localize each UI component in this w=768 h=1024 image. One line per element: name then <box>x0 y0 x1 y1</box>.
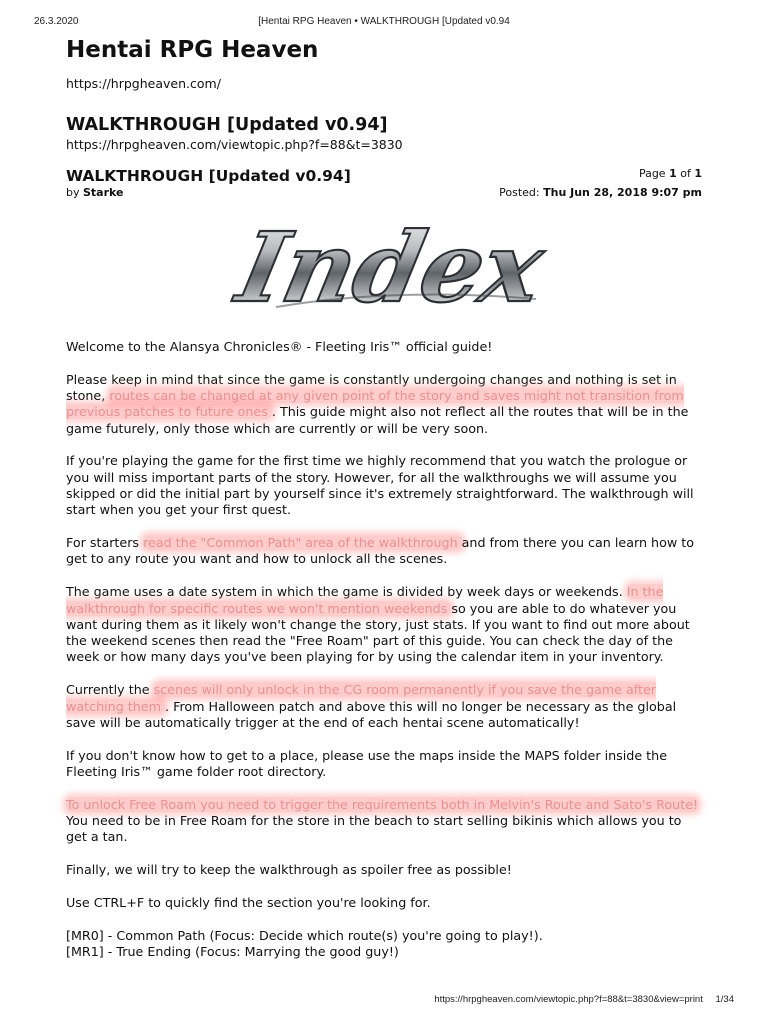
list-item: [MR0] - Common Path (Focus: Decide which route(s) you're going to play!). <box>66 927 543 943</box>
topic-title: WALKTHROUGH [Updated v0.94] <box>66 115 388 135</box>
print-title: [Hentai RPG Heaven • WALKTHROUGH [Updated v0.94 <box>258 16 510 27</box>
paragraph-cg-room <box>66 682 706 731</box>
paragraph-ctrl-f: Use CTRL+F to quickly find the section you're looking for. <box>66 894 431 910</box>
highlighted-text: To unlock Free Roam you need to trigger the requirements both in Melvin's Route and Sato's Route! <box>66 796 699 812</box>
topic-url[interactable]: https://hrpgheaven.com/viewtopic.php?f=88&t=3830 <box>66 137 403 152</box>
page-info <box>639 167 702 180</box>
text-segment: and from there you can learn how to get to any route you want and how to unlock all the scenes. <box>66 535 694 567</box>
page-prefix: Page <box>638 167 666 180</box>
list-item: [MR1] - True Ending (Focus: Marrying the good guy!) <box>66 944 399 960</box>
posted-date: Thu Jun 28, 2018 9:07 pm <box>543 186 702 199</box>
page-current: 1 <box>669 167 677 180</box>
paragraph-maps: If you don't know how to get to a place, please use the maps inside the MAPS folder inside the Fleeting Iris™ game folder root directory. <box>66 747 668 779</box>
index-logo <box>66 215 706 333</box>
by-prefix: by <box>66 186 80 199</box>
post-body <box>66 339 706 960</box>
text-segment: Please keep in mind that since the game is constantly undergoing changes and nothing is set in stone, <box>66 371 677 404</box>
post-title: WALKTHROUGH [Updated v0.94] <box>66 167 351 185</box>
site-title: Hentai RPG Heaven <box>66 37 319 63</box>
paragraph-free-roam <box>66 797 706 846</box>
paragraph-first-time: If you're playing the game for the first time we highly recommend that you watch the prologue or you will miss important parts of the story. However, for all the walkthroughs we will assume you skipped or did the initial part by yourself since it's extremely straightforward. The walkthrough will start when you get your first quest. <box>66 453 694 518</box>
print-page-number: 1/34 <box>715 994 734 1005</box>
post-header <box>66 167 706 201</box>
text-segment: You need to be in Free Roam for the store in the beach to start selling bikinis which allows you to get a tan. <box>66 813 682 845</box>
page-total: 1 <box>694 167 702 180</box>
logo-text: Index <box>228 215 553 324</box>
text-segment: For starters <box>66 535 144 551</box>
post-author[interactable]: Starke <box>83 186 124 199</box>
paragraph-changes <box>66 372 706 437</box>
text-segment: . This guide might also not reflect all the routes that will be in the game futurely, only those which are currently or will be very soon. <box>66 404 689 436</box>
posted-label: Posted: <box>499 186 540 199</box>
highlighted-text: routes can be changed at any given point of the story and saves might not transition from previous patches to future ones <box>66 388 684 420</box>
page-content <box>66 36 706 960</box>
highlighted-text: read the "Common Path" area of the walkthrough <box>143 535 462 551</box>
paragraph-date-system <box>66 584 706 665</box>
text-segment: Currently the <box>66 682 154 698</box>
text-segment: so you are able to do whatever you want during them as it likely won't change the story, just stats. If you want to find out more about the weekend scenes then read the "Free Roam" part of this guide. You can check the day of the week or how many days you've been playing for by using the calendar item in your inventory. <box>66 600 690 665</box>
print-date: 26.3.2020 <box>34 16 79 27</box>
paragraph-welcome: Welcome to the Alansya Chronicles® - Fleeting Iris™ official guide! <box>66 339 493 354</box>
print-footer <box>424 994 734 1005</box>
posted-line <box>499 186 702 199</box>
highlighted-text: scenes will only unlock in the CG room permanently if you save the game after watching them <box>66 682 656 714</box>
print-url: https://hrpgheaven.com/viewtopic.php?f=88&t=3830&view=print <box>434 994 703 1005</box>
paragraph-starters <box>66 535 706 568</box>
highlighted-text: In the walkthrough for specific routes we won't mention weekends <box>66 584 664 616</box>
text-segment: The game uses a date system in which the game is divided by week days or weekends. <box>66 584 627 600</box>
site-url[interactable]: https://hrpgheaven.com/ <box>66 76 221 91</box>
text-segment: . From Halloween patch and above this will no longer be necessary as the global save will be automatically trigger at the end of each hentai scene automatically! <box>66 698 677 730</box>
paragraph-spoilers: Finally, we will try to keep the walkthrough as spoiler free as possible! <box>66 862 512 878</box>
post-author-line <box>66 186 124 199</box>
page-of: of <box>680 167 691 180</box>
